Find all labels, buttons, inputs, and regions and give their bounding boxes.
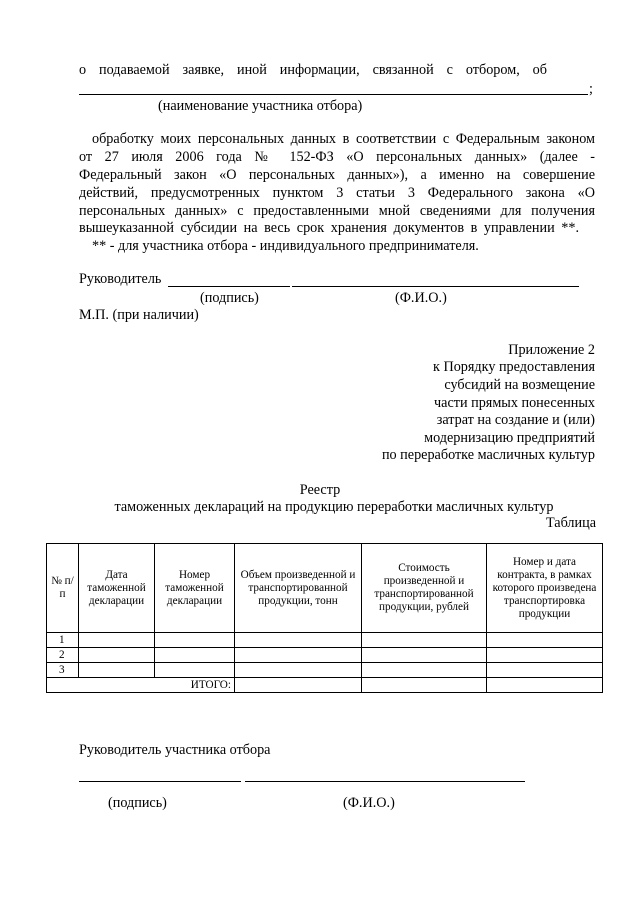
appendix-line-6: модернизацию предприятий <box>424 430 595 446</box>
consent-line-3: Федеральный закон «О персональных данных»), а именно на совершение <box>79 167 595 183</box>
table-cell <box>487 648 603 663</box>
participant-name-line <box>79 94 588 95</box>
total-row <box>47 678 603 693</box>
footnote: ** - для участника отбора - индивидуального предпринимателя. <box>92 238 479 254</box>
header-number: № п/п <box>47 544 79 633</box>
signature-caption-2: (подпись) <box>108 795 167 811</box>
head-label: Руководитель <box>79 271 162 287</box>
table-header-row <box>47 544 603 633</box>
appendix-line-1: Приложение 2 <box>508 342 595 358</box>
table-cell <box>487 678 603 693</box>
table-cell <box>79 663 155 678</box>
consent-top-line: о подаваемой заявке, иной информации, связанной с отбором, об <box>79 62 547 78</box>
table-cell <box>155 648 235 663</box>
name-caption-2: (Ф.И.О.) <box>343 795 395 811</box>
signature-line <box>168 286 290 287</box>
signature-caption: (подпись) <box>200 290 259 306</box>
table-row <box>47 648 603 663</box>
table-label: Таблица <box>545 515 596 531</box>
participant-head-label: Руководитель участника отбора <box>79 742 271 758</box>
table-cell <box>487 663 603 678</box>
participant-name-caption: (наименование участника отбора) <box>158 98 363 114</box>
table-cell <box>487 633 603 648</box>
appendix-line-2: к Порядку предоставления <box>433 359 595 375</box>
appendix-line-7: по переработке масличных культур <box>381 447 595 463</box>
registry-subtitle: таможенных деклараций на продукцию переработки масличных культур <box>114 499 554 515</box>
row-number: 1 <box>47 633 79 648</box>
consent-line-4: действий, предусмотренных пунктом 3 статьи 3 Федерального закона «О <box>79 185 595 201</box>
table-cell <box>155 663 235 678</box>
table-cell <box>235 663 362 678</box>
consent-line-2: от 27 июля 2006 года № 152-ФЗ «О персональных данных» (далее - <box>79 149 595 165</box>
appendix-line-5: затрат на создание и (или) <box>436 412 595 428</box>
appendix-line-3: субсидий на возмещение <box>444 377 595 393</box>
table-cell <box>362 663 487 678</box>
row-number: 2 <box>47 648 79 663</box>
semicolon: ; <box>589 81 593 97</box>
name-line-2 <box>245 781 525 782</box>
header-volume: Объем произведенной и транспортированной продукции, тонн <box>235 544 362 633</box>
total-label: ИТОГО: <box>47 678 235 693</box>
registry-table <box>46 543 603 693</box>
table-row <box>47 663 603 678</box>
header-declaration-number: Номер таможенной декларации <box>155 544 235 633</box>
table-cell <box>79 648 155 663</box>
table-cell <box>235 678 362 693</box>
signature-line-2 <box>79 781 241 782</box>
header-declaration-date: Дата таможенной декларации <box>79 544 155 633</box>
stamp-note: М.П. (при наличии) <box>79 307 199 323</box>
consent-line-6: вышеуказанной субсидии на весь срок хранения документов в управлении **. <box>79 220 579 236</box>
name-line <box>292 286 579 287</box>
table-cell <box>79 633 155 648</box>
header-contract: Номер и дата контракта, в рамках которого произведена транспортировка продукции <box>487 544 603 633</box>
table-cell <box>362 633 487 648</box>
table-cell <box>155 633 235 648</box>
table-cell <box>235 648 362 663</box>
table-row <box>47 633 603 648</box>
name-caption: (Ф.И.О.) <box>395 290 447 306</box>
registry-title: Реестр <box>299 482 341 498</box>
header-cost: Стоимость произведенной и транспортированной продукции, рублей <box>362 544 487 633</box>
appendix-line-4: части прямых понесенных <box>434 395 595 411</box>
table-cell <box>235 633 362 648</box>
row-number: 3 <box>47 663 79 678</box>
consent-line-1: обработку моих персональных данных в соответствии с Федеральным законом <box>92 131 595 147</box>
consent-line-5: персональных данных» с предоставленными мной сведениями для получения <box>79 203 595 219</box>
table-cell <box>362 648 487 663</box>
table-cell <box>362 678 487 693</box>
